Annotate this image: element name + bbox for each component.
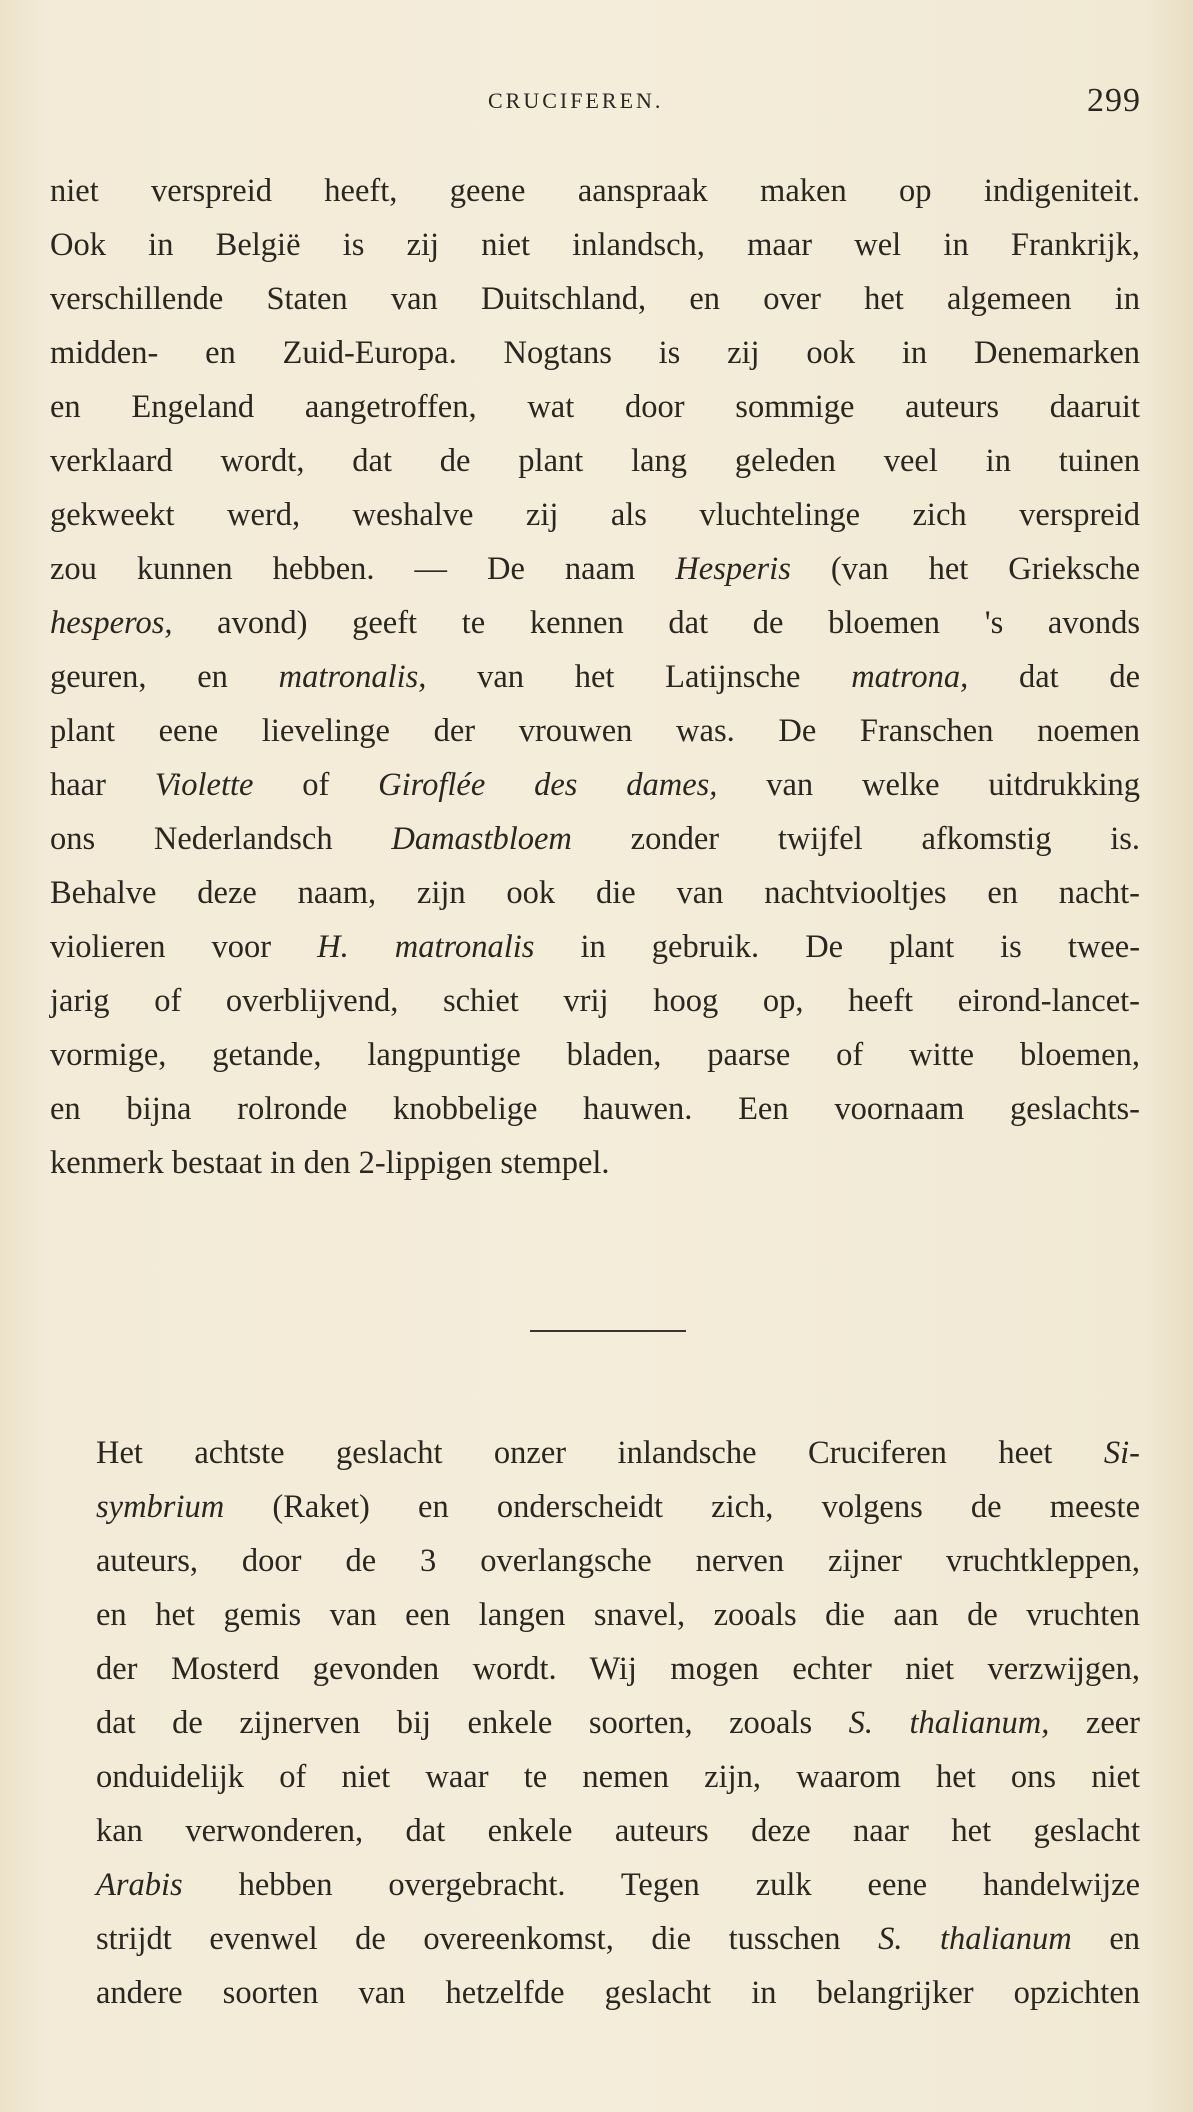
taxon-name: S. thalianum,: [848, 1705, 1050, 1741]
taxon-name: H. matronalis: [317, 929, 535, 965]
line-text: dat de zijnerven bij enkele soorten, zooals: [96, 1705, 813, 1741]
line-text: in gebruik. De plant is twee-: [580, 929, 1141, 965]
section-divider: [530, 1330, 686, 1332]
taxon-name: S. thalianum: [878, 1921, 1072, 1957]
text-line: gekweekt werd, weshalve zij als vluchtelinge zich verspreid: [50, 497, 1140, 533]
taxon-name: Arabis: [96, 1867, 183, 1903]
term-italic: matronalis,: [278, 659, 427, 695]
text-line: [50, 650, 1140, 704]
text-line: verschillende Staten van Duitschland, en over het algemeen in: [50, 281, 1140, 317]
taxon-name: Si-: [1103, 1435, 1141, 1471]
text-line: [50, 1426, 1140, 1480]
taxon-name: Hesperis: [675, 551, 791, 587]
line-text: (Raket) en onderscheidt zich, volgens de meeste: [272, 1489, 1141, 1525]
text-line: [50, 1858, 1140, 1912]
text-line: en het gemis van een langen snavel, zooals die aan de vruchten: [96, 1597, 1140, 1633]
line-text: zeer: [1085, 1705, 1140, 1741]
paragraph-sisymbrium: [50, 1426, 1140, 2020]
term-italic: Giroflée des dames,: [378, 767, 718, 803]
text-line: [50, 758, 1140, 812]
line-text: haar: [50, 767, 106, 803]
line-text: zou kunnen hebben. — De naam: [50, 551, 636, 587]
text-line: [50, 1696, 1140, 1750]
line-text: (van het Grieksche: [830, 551, 1141, 587]
text-line: [50, 1480, 1140, 1534]
line-text: geuren, en: [50, 659, 228, 695]
text-line: kenmerk bestaat in den 2-lippigen stempel.: [50, 1145, 610, 1181]
term-italic: matrona,: [851, 659, 969, 695]
text-line: [50, 920, 1140, 974]
text-line: vormige, getande, langpuntige bladen, paarse of witte bloemen,: [50, 1037, 1140, 1073]
line-text: van welke uitdrukking: [766, 767, 1141, 803]
text-line: plant eene lievelinge der vrouwen was. De Franschen noemen: [50, 713, 1140, 749]
text-line: andere soorten van hetzelfde geslacht in belangrijker opzichten: [96, 1975, 1140, 2011]
taxon-name: symbrium: [96, 1489, 225, 1525]
text-line: der Mosterd gevonden wordt. Wij mogen echter niet verzwijgen,: [96, 1651, 1140, 1687]
text-line: auteurs, door de 3 overlangsche nerven zijner vruchtkleppen,: [96, 1543, 1140, 1579]
text-line: [50, 542, 1140, 596]
term-italic: Damastbloem: [391, 821, 572, 857]
line-text: dat de: [1018, 659, 1141, 695]
line-text: zonder twijfel afkomstig is.: [630, 821, 1141, 857]
text-line: en bijna rolronde knobbelige hauwen. Een voornaam geslachts-: [50, 1091, 1140, 1127]
text-line: Behalve deze naam, zijn ook die van nachtviooltjes en nacht-: [50, 875, 1140, 911]
text-line: [50, 596, 1140, 650]
text-line: jarig of overblijvend, schiet vrij hoog op, heeft eirond-lancet-: [50, 983, 1140, 1019]
line-text: hebben overgebracht. Tegen zulk eene handelwijze: [238, 1867, 1141, 1903]
line-text: ons Nederlandsch: [50, 821, 333, 857]
line-text: strijdt evenwel de overeenkomst, die tusschen: [96, 1921, 841, 1957]
text-line: Ook in België is zij niet inlandsch, maar wel in Frankrijk,: [50, 227, 1140, 263]
running-head: [0, 82, 1193, 126]
line-text: Het achtste geslacht onzer inlandsche Cruciferen heet: [96, 1435, 1053, 1471]
line-text: van het Latijnsche: [477, 659, 801, 695]
line-text: en: [1109, 1921, 1141, 1957]
running-title: CRUCIFEREN.: [488, 88, 664, 113]
text-line: verklaard wordt, dat de plant lang geleden veel in tuinen: [50, 443, 1140, 479]
term-italic: Violette: [154, 767, 254, 803]
line-text: of: [302, 767, 330, 803]
line-text: violieren voor: [50, 929, 272, 965]
text-line: onduidelijk of niet waar te nemen zijn, waarom het ons niet: [96, 1759, 1140, 1795]
text-line: midden- en Zuid-Europa. Nogtans is zij ook in Denemarken: [50, 335, 1140, 371]
line-text: avond) geeft te kennen dat de bloemen 's avonds: [217, 605, 1140, 641]
page-number: 299: [1087, 82, 1141, 119]
text-line: [50, 812, 1140, 866]
text-line: en Engeland aangetroffen, wat door sommige auteurs daaruit: [50, 389, 1140, 425]
text-line: [50, 1912, 1140, 1966]
text-line: kan verwonderen, dat enkele auteurs deze naar het geslacht: [96, 1813, 1140, 1849]
paragraph-hesperis: [50, 164, 1140, 1190]
term-italic: hesperos,: [50, 605, 173, 641]
text-line: niet verspreid heeft, geene aanspraak maken op indigeniteit.: [50, 173, 1140, 209]
